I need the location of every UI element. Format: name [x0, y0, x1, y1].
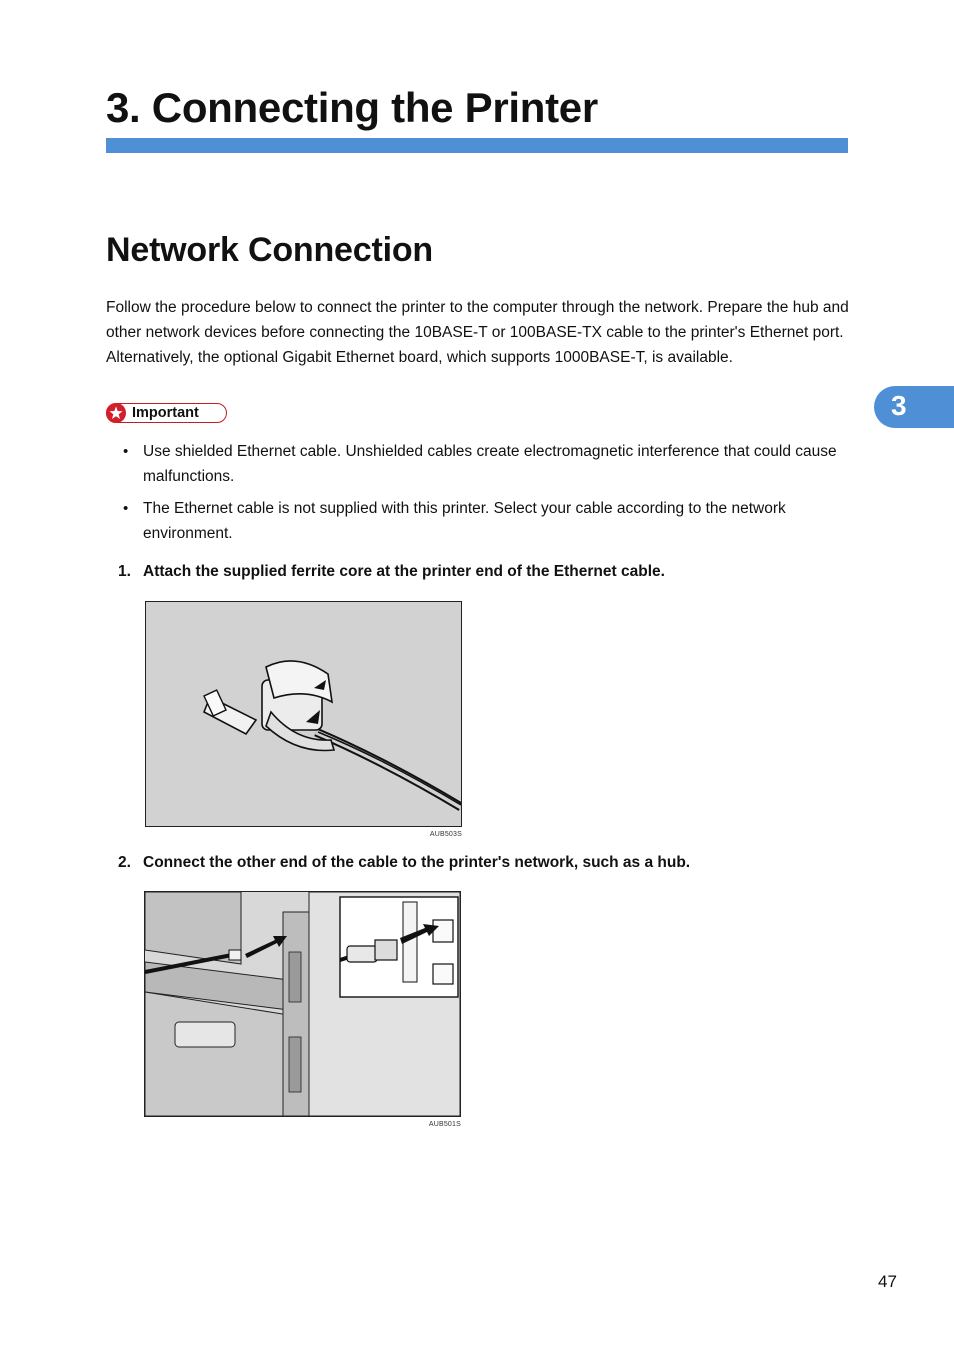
list-item-text: The Ethernet cable is not supplied with this printer. Select your cable according to the network environment. — [143, 500, 786, 542]
step-number: 2. — [118, 854, 131, 871]
figure-code: AUB503S — [429, 831, 462, 838]
chapter-tab — [874, 386, 954, 428]
chapter-title-rule — [106, 138, 848, 153]
intro-paragraph-1: Follow the procedure below to connect the printer to the computer through the network. Prepare the hub and other network devices before connecting the 10BASE-T or 100BASE-TX cable to the printer's Ethernet port. — [106, 299, 849, 341]
ferrite-core-drawing — [146, 602, 461, 826]
important-label: Important — [132, 405, 199, 421]
figure-code: AUB501S — [428, 1121, 461, 1128]
list-item — [106, 439, 852, 489]
bullet-icon: • — [123, 443, 129, 460]
page-number: 47 — [878, 1272, 897, 1291]
intro-paragraph-2: Alternatively, the optional Gigabit Ethernet board, which supports 1000BASE-T, is available. — [106, 349, 733, 366]
important-list — [106, 439, 852, 553]
bullet-icon: • — [123, 500, 129, 517]
ferrite-core-illustration — [145, 601, 462, 838]
list-item-text: Use shielded Ethernet cable. Unshielded cables create electromagnetic interference that could cause malfunctions. — [143, 443, 837, 485]
intro-text — [106, 295, 852, 370]
chapter-tab-number: 3 — [891, 390, 907, 421]
step-text: Attach the supplied ferrite core at the printer end of the Ethernet cable. — [143, 563, 665, 580]
printer-connection-illustration — [144, 891, 461, 1128]
step-number: 1. — [118, 563, 131, 580]
chapter-title: 3. Connecting the Printer — [106, 84, 598, 131]
section-title: Network Connection — [106, 231, 433, 269]
printer-rear-drawing — [145, 892, 460, 1116]
important-star-icon — [106, 403, 126, 423]
important-callout — [106, 403, 227, 423]
list-item — [106, 496, 852, 546]
step-text: Connect the other end of the cable to the printer's network, such as a hub. — [143, 854, 691, 871]
